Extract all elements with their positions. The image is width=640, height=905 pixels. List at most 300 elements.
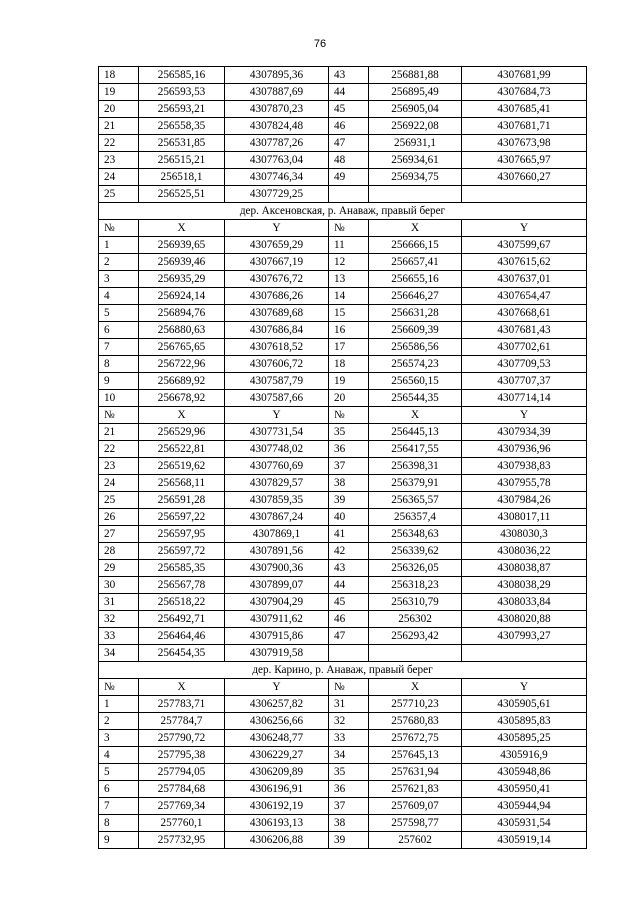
y-coordinate-cell: 4307587,66 (225, 390, 329, 407)
point-number-cell: 38 (329, 475, 369, 492)
x-coordinate-cell: 257672,75 (369, 730, 462, 747)
section-title: дер. Карино, р. Анаваж, правый берег (99, 662, 587, 679)
table-row (99, 730, 587, 747)
x-coordinate-cell: 256678,92 (139, 390, 225, 407)
column-header: Y (462, 679, 587, 696)
point-number-cell: 8 (99, 356, 139, 373)
point-number-cell: 34 (329, 747, 369, 764)
y-coordinate-cell: 4308038,87 (462, 560, 587, 577)
table-row (99, 713, 587, 730)
x-coordinate-cell: 256586,56 (369, 339, 462, 356)
point-number-cell: 7 (99, 339, 139, 356)
x-coordinate-cell: 256934,75 (369, 169, 462, 186)
point-number-cell: 10 (99, 390, 139, 407)
x-coordinate-cell: 256379,91 (369, 475, 462, 492)
y-coordinate-cell: 4305948,86 (462, 764, 587, 781)
x-coordinate-cell: 256544,35 (369, 390, 462, 407)
y-coordinate-cell: 4308030,3 (462, 526, 587, 543)
x-coordinate-cell: 256922,08 (369, 118, 462, 135)
table-row (99, 152, 587, 169)
x-coordinate-cell: 256939,46 (139, 254, 225, 271)
point-number-cell: 45 (329, 594, 369, 611)
y-coordinate-cell: 4305950,41 (462, 781, 587, 798)
y-coordinate-cell (462, 186, 587, 203)
x-coordinate-cell: 256597,72 (139, 543, 225, 560)
y-coordinate-cell: 4306193,13 (225, 815, 329, 832)
y-coordinate-cell: 4307919,58 (225, 645, 329, 662)
section-title: дер. Аксеновская, р. Анаваж, правый берег (99, 203, 587, 220)
x-coordinate-cell: 257732,95 (139, 832, 225, 849)
point-number-cell: 25 (99, 492, 139, 509)
x-coordinate-cell: 257598,77 (369, 815, 462, 832)
y-coordinate-cell: 4307763,04 (225, 152, 329, 169)
y-coordinate-cell: 4308038,29 (462, 577, 587, 594)
x-coordinate-cell: 256593,21 (139, 101, 225, 118)
y-coordinate-cell: 4307667,19 (225, 254, 329, 271)
point-number-cell: 49 (329, 169, 369, 186)
point-number-cell: 21 (99, 118, 139, 135)
y-coordinate-cell: 4307904,29 (225, 594, 329, 611)
point-number-cell: 45 (329, 101, 369, 118)
table-row (99, 254, 587, 271)
point-number-cell: 38 (329, 815, 369, 832)
table-row (99, 458, 587, 475)
x-coordinate-cell: 257645,13 (369, 747, 462, 764)
column-header: Y (225, 407, 329, 424)
x-coordinate-cell: 256939,65 (139, 237, 225, 254)
y-coordinate-cell: 4307702,61 (462, 339, 587, 356)
page-number: 76 (313, 38, 327, 50)
y-coordinate-cell: 4306206,88 (225, 832, 329, 849)
point-number-cell: 2 (99, 254, 139, 271)
point-number-cell: 44 (329, 577, 369, 594)
y-coordinate-cell: 4308017,11 (462, 509, 587, 526)
x-coordinate-cell: 256310,79 (369, 594, 462, 611)
point-number-cell: 15 (329, 305, 369, 322)
table-row (99, 356, 587, 373)
point-number-cell: 34 (99, 645, 139, 662)
x-coordinate-cell: 256931,1 (369, 135, 462, 152)
x-coordinate-cell: 256365,57 (369, 492, 462, 509)
x-coordinate-cell: 257784,68 (139, 781, 225, 798)
point-number-cell: 22 (99, 135, 139, 152)
point-number-cell: 1 (99, 696, 139, 713)
y-coordinate-cell: 4307637,01 (462, 271, 587, 288)
column-header: № (99, 407, 139, 424)
x-coordinate-cell: 256585,16 (139, 67, 225, 84)
y-coordinate-cell: 4305916,9 (462, 747, 587, 764)
table-row (99, 577, 587, 594)
y-coordinate-cell: 4307938,83 (462, 458, 587, 475)
column-header: Y (462, 220, 587, 237)
y-coordinate-cell: 4306248,77 (225, 730, 329, 747)
point-number-cell (329, 645, 369, 662)
x-coordinate-cell: 256881,88 (369, 67, 462, 84)
point-number-cell: 19 (329, 373, 369, 390)
y-coordinate-cell: 4307731,54 (225, 424, 329, 441)
y-coordinate-cell: 4305944,94 (462, 798, 587, 815)
table-row (99, 832, 587, 849)
y-coordinate-cell: 4307899,07 (225, 577, 329, 594)
column-header: Y (225, 220, 329, 237)
x-coordinate-cell: 256880,63 (139, 322, 225, 339)
point-number-cell: 24 (99, 169, 139, 186)
point-number-cell: 19 (99, 84, 139, 101)
point-number-cell: 20 (99, 101, 139, 118)
x-coordinate-cell: 256417,55 (369, 441, 462, 458)
column-header: № (99, 679, 139, 696)
column-header: X (369, 679, 462, 696)
x-coordinate-cell: 256924,14 (139, 288, 225, 305)
point-number-cell: 28 (99, 543, 139, 560)
column-header-row (99, 407, 587, 424)
point-number-cell: 37 (329, 798, 369, 815)
point-number-cell: 24 (99, 475, 139, 492)
table-row (99, 339, 587, 356)
y-coordinate-cell: 4307760,69 (225, 458, 329, 475)
point-number-cell: 31 (329, 696, 369, 713)
x-coordinate-cell: 257790,72 (139, 730, 225, 747)
point-number-cell: 31 (99, 594, 139, 611)
point-number-cell (329, 186, 369, 203)
point-number-cell: 5 (99, 764, 139, 781)
point-number-cell: 11 (329, 237, 369, 254)
x-coordinate-cell: 256454,35 (139, 645, 225, 662)
column-header: Y (225, 679, 329, 696)
x-coordinate-cell: 256357,4 (369, 509, 462, 526)
x-coordinate-cell: 256585,35 (139, 560, 225, 577)
y-coordinate-cell: 4307665,97 (462, 152, 587, 169)
y-coordinate-cell: 4307869,1 (225, 526, 329, 543)
table-row (99, 373, 587, 390)
y-coordinate-cell: 4307659,29 (225, 237, 329, 254)
x-coordinate-cell: 257621,83 (369, 781, 462, 798)
table-row (99, 815, 587, 832)
point-number-cell: 23 (99, 152, 139, 169)
point-number-cell: 35 (329, 764, 369, 781)
table-row (99, 543, 587, 560)
y-coordinate-cell: 4306229,27 (225, 747, 329, 764)
section-header-row (99, 662, 587, 679)
x-coordinate-cell: 256657,41 (369, 254, 462, 271)
y-coordinate-cell: 4307676,72 (225, 271, 329, 288)
point-number-cell: 4 (99, 747, 139, 764)
point-number-cell: 12 (329, 254, 369, 271)
table-row (99, 781, 587, 798)
point-number-cell: 20 (329, 390, 369, 407)
y-coordinate-cell: 4307887,69 (225, 84, 329, 101)
y-coordinate-cell: 4306257,82 (225, 696, 329, 713)
table-row (99, 628, 587, 645)
y-coordinate-cell: 4307824,48 (225, 118, 329, 135)
x-coordinate-cell: 256529,96 (139, 424, 225, 441)
table-row (99, 798, 587, 815)
y-coordinate-cell: 4307681,43 (462, 322, 587, 339)
x-coordinate-cell: 256655,16 (369, 271, 462, 288)
x-coordinate-cell: 256765,65 (139, 339, 225, 356)
y-coordinate-cell: 4308020,88 (462, 611, 587, 628)
table-row (99, 696, 587, 713)
x-coordinate-cell: 256597,95 (139, 526, 225, 543)
point-number-cell: 21 (99, 424, 139, 441)
section-header-row (99, 203, 587, 220)
column-header: X (139, 407, 225, 424)
point-number-cell: 8 (99, 815, 139, 832)
point-number-cell: 36 (329, 441, 369, 458)
table-row (99, 645, 587, 662)
column-header-row (99, 679, 587, 696)
x-coordinate-cell: 256591,28 (139, 492, 225, 509)
point-number-cell: 7 (99, 798, 139, 815)
point-number-cell: 22 (99, 441, 139, 458)
x-coordinate-cell: 256646,27 (369, 288, 462, 305)
coordinates-table-body (99, 67, 587, 849)
y-coordinate-cell: 4307870,23 (225, 101, 329, 118)
point-number-cell: 46 (329, 118, 369, 135)
y-coordinate-cell: 4307606,72 (225, 356, 329, 373)
column-header: X (139, 220, 225, 237)
x-coordinate-cell: 256935,29 (139, 271, 225, 288)
y-coordinate-cell: 4307895,36 (225, 67, 329, 84)
point-number-cell: 47 (329, 628, 369, 645)
point-number-cell: 27 (99, 526, 139, 543)
y-coordinate-cell: 4307686,84 (225, 322, 329, 339)
point-number-cell: 30 (99, 577, 139, 594)
point-number-cell: 9 (99, 832, 139, 849)
table-row (99, 237, 587, 254)
x-coordinate-cell: 256445,13 (369, 424, 462, 441)
point-number-cell: 37 (329, 458, 369, 475)
table-row (99, 271, 587, 288)
point-number-cell: 9 (99, 373, 139, 390)
point-number-cell: 16 (329, 322, 369, 339)
y-coordinate-cell: 4307787,26 (225, 135, 329, 152)
point-number-cell: 36 (329, 781, 369, 798)
x-coordinate-cell: 256689,92 (139, 373, 225, 390)
x-coordinate-cell: 256894,76 (139, 305, 225, 322)
y-coordinate-cell: 4307934,39 (462, 424, 587, 441)
y-coordinate-cell: 4307587,79 (225, 373, 329, 390)
x-coordinate-cell: 256609,39 (369, 322, 462, 339)
y-coordinate-cell: 4307714,14 (462, 390, 587, 407)
y-coordinate-cell: 4307993,27 (462, 628, 587, 645)
y-coordinate-cell: 4307748,02 (225, 441, 329, 458)
y-coordinate-cell: 4307859,35 (225, 492, 329, 509)
x-coordinate-cell: 256492,71 (139, 611, 225, 628)
y-coordinate-cell: 4307936,96 (462, 441, 587, 458)
column-header-row (99, 220, 587, 237)
point-number-cell: 43 (329, 67, 369, 84)
point-number-cell: 42 (329, 543, 369, 560)
table-row (99, 611, 587, 628)
column-header: № (329, 407, 369, 424)
y-coordinate-cell: 4307685,41 (462, 101, 587, 118)
y-coordinate-cell: 4307911,62 (225, 611, 329, 628)
point-number-cell: 48 (329, 152, 369, 169)
point-number-cell: 33 (99, 628, 139, 645)
y-coordinate-cell: 4307984,26 (462, 492, 587, 509)
point-number-cell: 40 (329, 509, 369, 526)
x-coordinate-cell: 256568,11 (139, 475, 225, 492)
y-coordinate-cell: 4306192,19 (225, 798, 329, 815)
y-coordinate-cell: 4307891,56 (225, 543, 329, 560)
point-number-cell: 29 (99, 560, 139, 577)
y-coordinate-cell: 4306256,66 (225, 713, 329, 730)
point-number-cell: 6 (99, 322, 139, 339)
table-row (99, 67, 587, 84)
table-row (99, 390, 587, 407)
y-coordinate-cell: 4305905,61 (462, 696, 587, 713)
y-coordinate-cell: 4307915,86 (225, 628, 329, 645)
column-header: X (369, 220, 462, 237)
x-coordinate-cell: 256567,78 (139, 577, 225, 594)
x-coordinate-cell: 256895,49 (369, 84, 462, 101)
y-coordinate-cell: 4306209,89 (225, 764, 329, 781)
x-coordinate-cell (369, 645, 462, 662)
y-coordinate-cell: 4307707,37 (462, 373, 587, 390)
column-header: X (139, 679, 225, 696)
table-row (99, 509, 587, 526)
point-number-cell: 41 (329, 526, 369, 543)
point-number-cell: 5 (99, 305, 139, 322)
x-coordinate-cell: 257602 (369, 832, 462, 849)
x-coordinate-cell: 257769,34 (139, 798, 225, 815)
x-coordinate-cell: 256666,15 (369, 237, 462, 254)
y-coordinate-cell: 4307709,53 (462, 356, 587, 373)
table-row (99, 475, 587, 492)
x-coordinate-cell: 256558,35 (139, 118, 225, 135)
table-row (99, 169, 587, 186)
point-number-cell: 1 (99, 237, 139, 254)
x-coordinate-cell: 257609,07 (369, 798, 462, 815)
point-number-cell: 13 (329, 271, 369, 288)
point-number-cell: 26 (99, 509, 139, 526)
x-coordinate-cell: 256934,61 (369, 152, 462, 169)
y-coordinate-cell: 4307689,68 (225, 305, 329, 322)
table-row (99, 492, 587, 509)
column-header: X (369, 407, 462, 424)
column-header: № (329, 679, 369, 696)
x-coordinate-cell: 256326,05 (369, 560, 462, 577)
table-row (99, 594, 587, 611)
y-coordinate-cell: 4307686,26 (225, 288, 329, 305)
table-row (99, 441, 587, 458)
point-number-cell: 46 (329, 611, 369, 628)
point-number-cell: 33 (329, 730, 369, 747)
x-coordinate-cell (369, 186, 462, 203)
table-row (99, 135, 587, 152)
table-row (99, 118, 587, 135)
y-coordinate-cell: 4307900,36 (225, 560, 329, 577)
x-coordinate-cell: 257760,1 (139, 815, 225, 832)
table-row (99, 747, 587, 764)
x-coordinate-cell: 257631,94 (369, 764, 462, 781)
x-coordinate-cell: 256519,62 (139, 458, 225, 475)
table-row (99, 764, 587, 781)
x-coordinate-cell: 256293,42 (369, 628, 462, 645)
y-coordinate-cell: 4308033,84 (462, 594, 587, 611)
y-coordinate-cell: 4307867,24 (225, 509, 329, 526)
x-coordinate-cell: 257784,7 (139, 713, 225, 730)
y-coordinate-cell (462, 645, 587, 662)
y-coordinate-cell: 4307681,71 (462, 118, 587, 135)
table-row (99, 186, 587, 203)
x-coordinate-cell: 256597,22 (139, 509, 225, 526)
y-coordinate-cell: 4307681,99 (462, 67, 587, 84)
y-coordinate-cell: 4307729,25 (225, 186, 329, 203)
point-number-cell: 3 (99, 271, 139, 288)
x-coordinate-cell: 256522,81 (139, 441, 225, 458)
table-row (99, 101, 587, 118)
table-row (99, 322, 587, 339)
point-number-cell: 4 (99, 288, 139, 305)
x-coordinate-cell: 256339,62 (369, 543, 462, 560)
y-coordinate-cell: 4308036,22 (462, 543, 587, 560)
point-number-cell: 2 (99, 713, 139, 730)
y-coordinate-cell: 4307618,52 (225, 339, 329, 356)
x-coordinate-cell: 256531,85 (139, 135, 225, 152)
point-number-cell: 17 (329, 339, 369, 356)
x-coordinate-cell: 257680,83 (369, 713, 462, 730)
point-number-cell: 47 (329, 135, 369, 152)
y-coordinate-cell: 4305931,54 (462, 815, 587, 832)
x-coordinate-cell: 257783,71 (139, 696, 225, 713)
x-coordinate-cell: 257710,23 (369, 696, 462, 713)
table-row (99, 526, 587, 543)
point-number-cell: 35 (329, 424, 369, 441)
y-coordinate-cell: 4307829,57 (225, 475, 329, 492)
y-coordinate-cell: 4307615,62 (462, 254, 587, 271)
y-coordinate-cell: 4307955,78 (462, 475, 587, 492)
x-coordinate-cell: 256302 (369, 611, 462, 628)
point-number-cell: 39 (329, 492, 369, 509)
table-row (99, 305, 587, 322)
y-coordinate-cell: 4307599,67 (462, 237, 587, 254)
y-coordinate-cell: 4306196,91 (225, 781, 329, 798)
coordinates-table (98, 66, 587, 849)
x-coordinate-cell: 256525,51 (139, 186, 225, 203)
x-coordinate-cell: 256631,28 (369, 305, 462, 322)
column-header: Y (462, 407, 587, 424)
point-number-cell: 3 (99, 730, 139, 747)
table-row (99, 288, 587, 305)
x-coordinate-cell: 256515,21 (139, 152, 225, 169)
column-header: № (329, 220, 369, 237)
y-coordinate-cell: 4307654,47 (462, 288, 587, 305)
x-coordinate-cell: 256348,63 (369, 526, 462, 543)
point-number-cell: 6 (99, 781, 139, 798)
point-number-cell: 23 (99, 458, 139, 475)
y-coordinate-cell: 4305895,25 (462, 730, 587, 747)
x-coordinate-cell: 256518,1 (139, 169, 225, 186)
point-number-cell: 39 (329, 832, 369, 849)
point-number-cell: 44 (329, 84, 369, 101)
y-coordinate-cell: 4307684,73 (462, 84, 587, 101)
x-coordinate-cell: 256464,46 (139, 628, 225, 645)
column-header: № (99, 220, 139, 237)
point-number-cell: 43 (329, 560, 369, 577)
y-coordinate-cell: 4307668,61 (462, 305, 587, 322)
x-coordinate-cell: 256318,23 (369, 577, 462, 594)
table-row (99, 424, 587, 441)
x-coordinate-cell: 256398,31 (369, 458, 462, 475)
point-number-cell: 32 (99, 611, 139, 628)
x-coordinate-cell: 256518,22 (139, 594, 225, 611)
x-coordinate-cell: 257794,05 (139, 764, 225, 781)
y-coordinate-cell: 4305895,83 (462, 713, 587, 730)
x-coordinate-cell: 256722,96 (139, 356, 225, 373)
x-coordinate-cell: 256905,04 (369, 101, 462, 118)
